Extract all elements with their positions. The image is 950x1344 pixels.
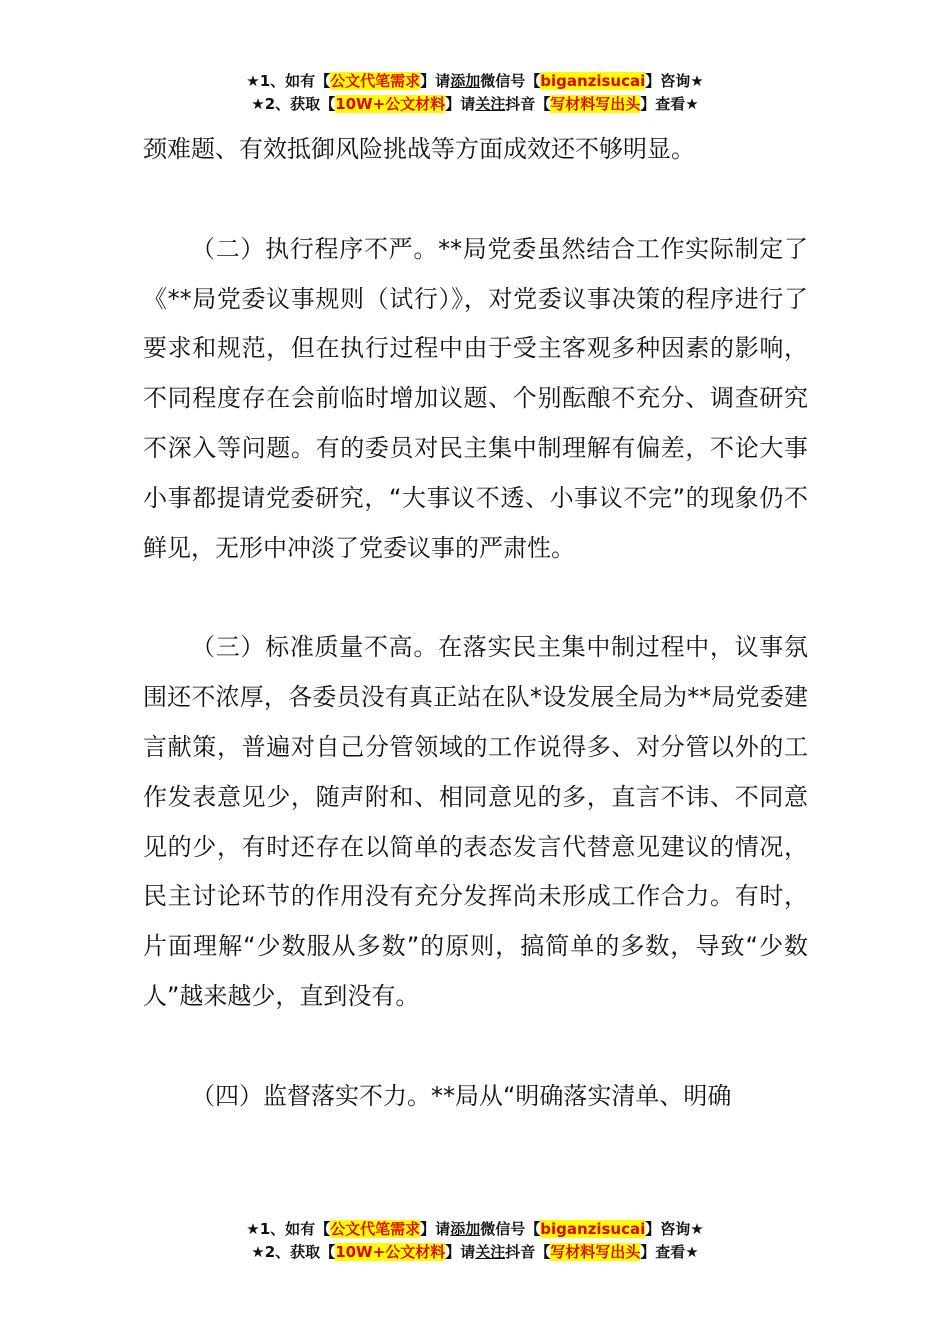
banner-text: 】查看★ bbox=[640, 95, 699, 113]
document-body bbox=[143, 125, 808, 1122]
banner-highlight: 10W+公文材料 bbox=[335, 1243, 446, 1261]
banner-highlight: 10W+公文材料 bbox=[335, 95, 446, 113]
banner-wechat-id: biganzisucai bbox=[540, 72, 646, 90]
paragraph-gap bbox=[143, 1022, 808, 1072]
paragraph-continuation: 颈难题、有效抵御风险挑战等方面成效还不够明显。 bbox=[143, 135, 695, 163]
banner-text: 抖音【 bbox=[505, 1243, 551, 1261]
banner-text: 】请 bbox=[445, 95, 476, 113]
banner-highlight: 公文代笔需求 bbox=[330, 72, 421, 90]
paragraph-section-4: （四）监督落实不力。**局从“明确落实清单、明确 bbox=[191, 1081, 732, 1110]
banner-underlined: 关注 bbox=[475, 95, 506, 113]
banner-wechat-id: biganzisucai bbox=[540, 1220, 646, 1238]
banner-text: 】查看★ bbox=[640, 1243, 699, 1261]
banner-douyin-id: 写材料写出头 bbox=[550, 95, 641, 113]
footer-banner bbox=[0, 1218, 950, 1264]
banner-douyin-id: 写材料写出头 bbox=[550, 1243, 641, 1261]
banner-text: 】请 bbox=[420, 1220, 451, 1238]
paragraph-section-3: （三）标准质量不高。在落实民主集中制过程中，议事氛围还不浓厚，各委员没有真正站在队*设发展全局为**局党委建言献策，普遍对自己分管领域的工作说得多、对分管以外的工作发表意见少，随声附和、相同意见的多，直言不讳、不同意见的少，有时还存在以简单的表态发言代替意见建议的情况，民主讨论环节的作用没有充分发挥尚未形成工作合力。有时，片面理解“少数服从多数”的原则，搞简单的多数，导致“少数人”越来越少，直到没有。 bbox=[143, 633, 808, 1010]
banner-text: 微信号【 bbox=[480, 1220, 541, 1238]
banner-text: 】咨询★ bbox=[645, 72, 704, 90]
banner-text: ★1、如有【 bbox=[246, 72, 331, 90]
banner-text: ★1、如有【 bbox=[246, 1220, 331, 1238]
paragraph-gap bbox=[143, 573, 808, 623]
header-banner bbox=[0, 70, 950, 116]
banner-text: 微信号【 bbox=[480, 72, 541, 90]
banner-text: ★2、获取【 bbox=[251, 95, 336, 113]
banner-line-1 bbox=[0, 70, 950, 93]
banner-underlined: 关注 bbox=[475, 1243, 506, 1261]
banner-text: 抖音【 bbox=[505, 95, 551, 113]
banner-underlined: 添加 bbox=[450, 72, 481, 90]
banner-line-2 bbox=[0, 1241, 950, 1264]
paragraph-gap bbox=[143, 175, 808, 225]
banner-text: 】咨询★ bbox=[645, 1220, 704, 1238]
banner-line-1 bbox=[0, 1218, 950, 1241]
banner-text: ★2、获取【 bbox=[251, 1243, 336, 1261]
banner-highlight: 公文代笔需求 bbox=[330, 1220, 421, 1238]
banner-text: 】请 bbox=[445, 1243, 476, 1261]
banner-text: 】请 bbox=[420, 72, 451, 90]
banner-underlined: 添加 bbox=[450, 1220, 481, 1238]
paragraph-section-2: （二）执行程序不严。**局党委虽然结合工作实际制定了《**局党委议事规则（试行）》，对党委议事决策的程序进行了要求和规范，但在执行过程中由于受主客观多种因素的影响，不同程度存在会前临时增加议题、个别酝酿不充分、调查研究不深入等问题。有的委员对民主集中制理解有偏差，不论大事小事都提请党委研究，“大事议不透、小事议不完”的现象仍不鲜见，无形中冲淡了党委议事的严肃性。 bbox=[143, 234, 808, 562]
banner-line-2 bbox=[0, 93, 950, 116]
